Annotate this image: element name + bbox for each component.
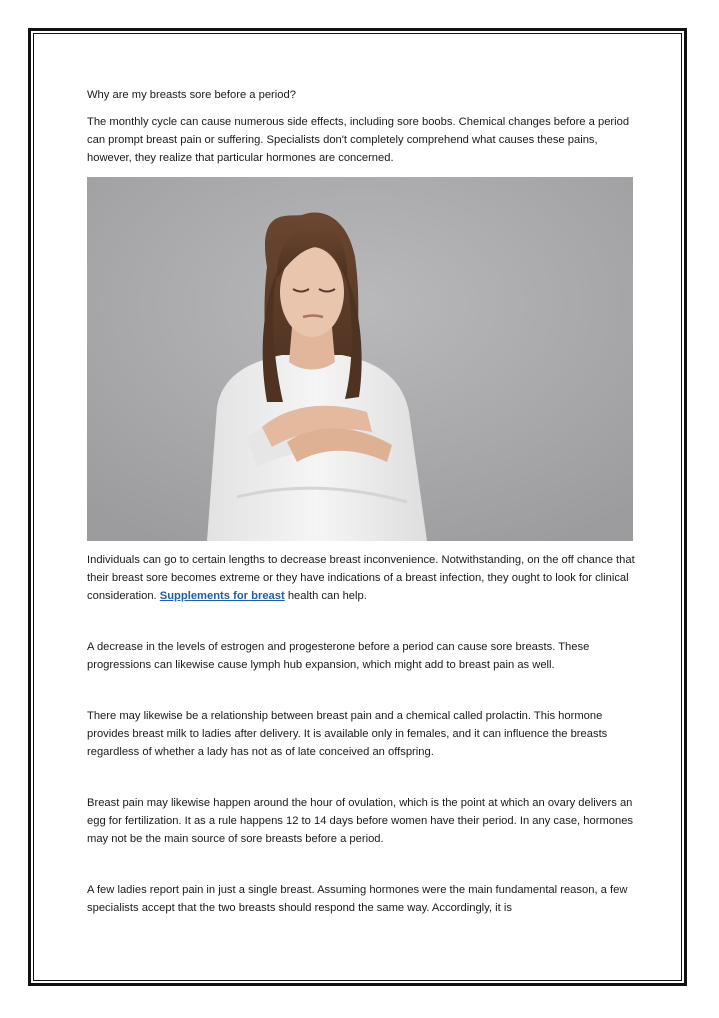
paragraph-4: Breast pain may likewise happen around the hour of ovulation, which is the point at which an ovary delivers an egg for fertilization. It as a rule happens 12 to 14 days before women have their period. In any case, hormones may not be the main source of sore breasts before a period. <box>87 797 634 845</box>
paragraph-5: A few ladies report pain in just a single breast. Assuming hormones were the main fundamental reason, a few specialists accept that the two breasts should respond the same way. Accordingly, it is <box>87 884 628 914</box>
paragraph-1 <box>87 551 635 605</box>
paragraph-3: There may likewise be a relationship between breast pain and a chemical called prolactin. This hormone provides breast milk to ladies after delivery. It is available only in females, and it can influence the breasts regardless of whether a lady has not as of late conceived an offspring. <box>87 710 608 758</box>
paragraph-2: A decrease in the levels of estrogen and progesterone before a period can cause sore breasts. These progressions can likewise cause lymph hub expansion, which might add to breast pain as well. <box>87 641 590 671</box>
intro-paragraph: The monthly cycle can cause numerous side effects, including sore boobs. Chemical changes before a period can prompt breast pain or suffering. Specialists don't completely comprehend what causes these pains, however, they realize that particular hormones are concerned. <box>87 116 630 164</box>
article-heading: Why are my breasts sore before a period? <box>87 89 296 101</box>
supplements-for-breast-link[interactable]: Supplements for breast <box>159 590 285 602</box>
woman-breast-pain-photo <box>87 177 633 541</box>
paragraph-1-tail: health can help. <box>284 590 367 602</box>
paragraph-1-text: Individuals can go to certain lengths to decrease breast inconvenience. Notwithstanding, on the off chance that their breast sore becomes extreme or they have indications of a breast infection, they ought to look for clinical consideration. <box>87 554 635 602</box>
document-body <box>87 86 635 917</box>
